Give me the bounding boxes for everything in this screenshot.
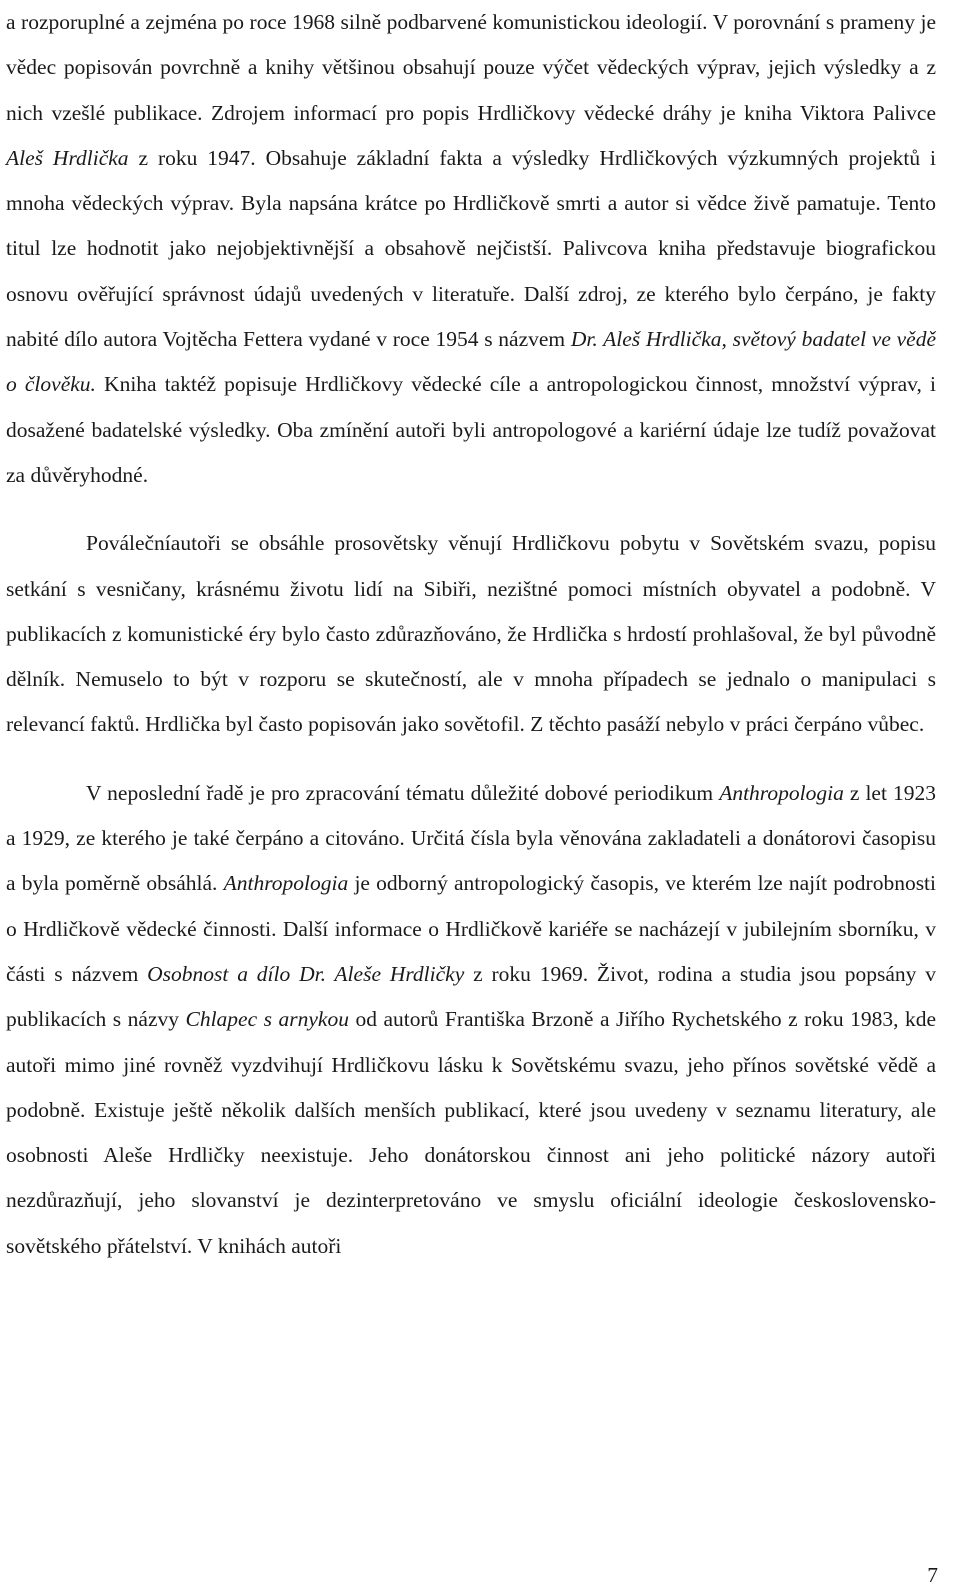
paragraph-1: [6, 0, 936, 498]
paragraph-3-text-1: V neposlední řadě je pro zpracování tématu důležité dobové periodikum: [86, 780, 720, 805]
paragraph-3: [6, 771, 936, 1269]
paragraph-2: [6, 521, 936, 747]
paragraph-1-text-1: a rozporuplné a zejména po roce 1968 silně podbarvené komunistickou ideologií. V porovnání s prameny je vědec popisován povrchně a knihy většinou obsahují pouze výčet vědeckých výprav, jejich výsledky a z nich vzešlé publikace. Zdrojem informací pro popis Hrdličkovy vědecké dráhy je kniha Viktora Palivce: [6, 10, 936, 125]
book-title-osobnost-a-dilo: Osobnost a dílo Dr. Aleše Hrdličky: [147, 961, 465, 986]
book-title-chlapec-s-arnykou: Chlapec s arnykou: [185, 1007, 349, 1032]
book-title-svetovy-badatel: Dr. Aleš Hrdlička, světový badatel ve vědě o člověku.: [6, 327, 936, 397]
paragraph-1-text-3: Kniha taktéž popisuje Hrdličkovy vědecké cíle a antropologickou činnost, množství výprav, i dosažené badatelské výsledky. Oba zmínění autoři byli antropologové a kariérní údaje lze tudíž považovat za důvěryhodné.: [6, 372, 936, 487]
paragraph-3-text-5: od autorů Františka Brzoně a Jiřího Rychetského z roku 1983, kde autoři mimo jiné rovněž vyzdvihují Hrdličkovu lásku k Sovětskému svazu, jeho přínos sovětské vědě a podobně. Existuje ještě několik dalších menších publikací, které jsou uvedeny v seznamu literatury, ale osobnosti Aleše Hrdličky neexistuje. Jeho donátorskou činnost ani jeho politické názory autoři nezdůrazňují, jeho slovanství je dezinterpretováno ve smyslu oficiální ideologie československo-sovětského přátelství. V knihách autoři: [6, 1007, 936, 1258]
paragraph-3-text-4: z roku 1969. Život, rodina a studia jsou popsány v publikacích s názvy: [6, 961, 936, 1032]
book-title-ales-hrdlicka: Aleš Hrdlička: [6, 145, 129, 170]
paragraph-3-text-3: je odborný antropologický časopis, ve kterém lze najít podrobnosti o Hrdličkově vědecké činnosti. Další informace o Hrdličkově kariéře se nacházejí v jubilejním sborníku, v části s názvem: [6, 871, 937, 986]
document-page: [6, 0, 936, 1269]
page-number: 7: [927, 1563, 938, 1587]
paragraph-2-text-1: Poválečníautoři se obsáhle prosovětsky věnují Hrdličkovu pobytu v Sovětském svazu, popisu setkání s vesničany, krásnému životu lidí na Sibiři, nezištné pomoci místních obyvatel a podobně. V publikacích z komunistické éry bylo často zdůrazňováno, že Hrdlička s hrdostí prohlašoval, že byl původně dělník. Nemuselo to být v rozporu se skutečností, ale v mnoha případech se jednalo o manipulaci s relevancí faktů. Hrdlička byl často popisován jako sovětofil. Z těchto pasáží nebylo v práci čerpáno vůbec.: [6, 531, 936, 737]
periodical-title-anthropologia-1: Anthropologia: [719, 780, 844, 805]
periodical-title-anthropologia-2: Anthropologia: [223, 871, 349, 896]
paragraph-3-text-2: z let 1923 a 1929, ze kterého je také čerpáno a citováno. Určitá čísla byla věnována zakladateli a donátorovi časopisu a byla poměrně obsáhlá.: [6, 780, 936, 896]
paragraph-1-text-2: z roku 1947. Obsahuje základní fakta a výsledky Hrdličkových výzkumných projektů i mnoha vědeckých výprav. Byla napsána krátce po Hrdličkově smrti a autor si vědce živě pamatuje. Tento titul lze hodnotit jako nejobjektivnější a obsahově nejčistší. Palivcova kniha představuje biografickou osnovu ověřující správnost údajů uvedených v literatuře. Další zdroj, ze kterého bylo čerpáno, je fakty nabité dílo autora Vojtěcha Fettera vydané v roce 1954 s názvem: [6, 145, 936, 352]
